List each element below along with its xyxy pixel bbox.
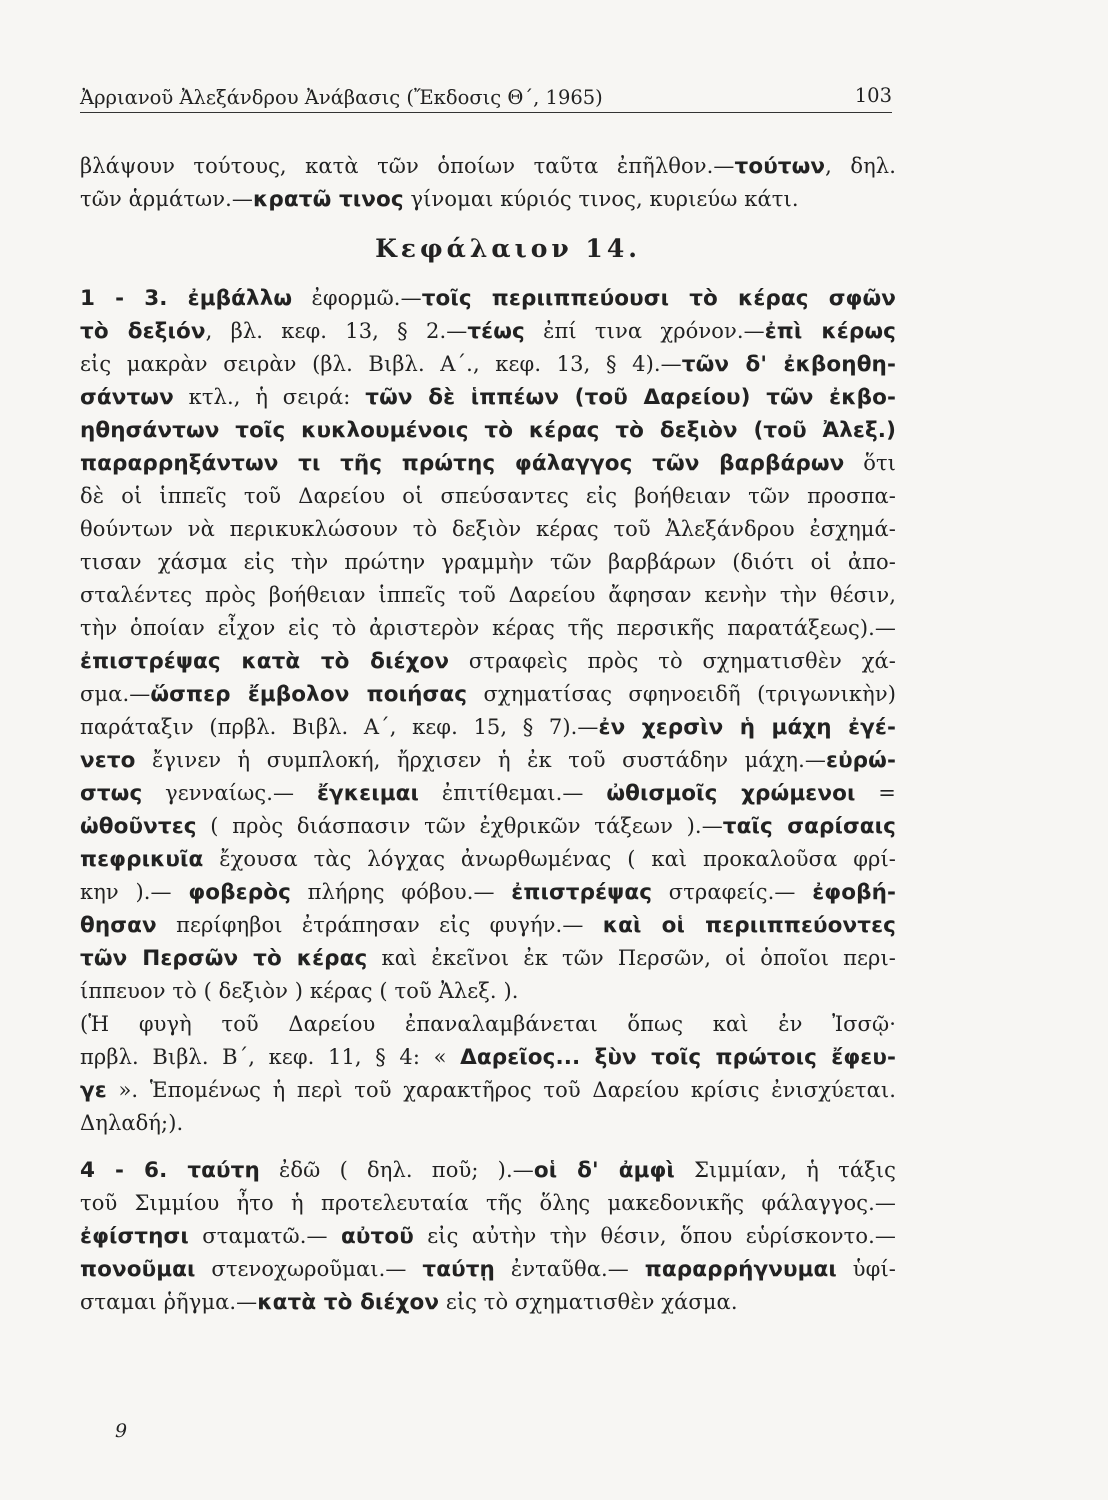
page-number: 103	[854, 84, 892, 107]
text-line: θούντων νὰ περικυκλώσουν τὸ δεξιὸν κέρας τοῦ Ἀλεξάνδρου ἐσχημά-	[80, 517, 896, 541]
text-line: βλάψουν τούτους, κατὰ τῶν ὁποίων ταῦτα ἐπῆλθον.—τούτων, δηλ.	[80, 154, 896, 179]
text-line: ἐπιστρέψας κατὰ τὸ διέχον στραφεὶς πρὸς τὸ σχηματισθὲν χά-	[80, 649, 896, 674]
text-block-1	[80, 150, 896, 216]
text-line: κην ).— φοβερὸς πλήρης φόβου.— ἐπιστρέψας στραφείς.— ἐφοβή-	[80, 880, 896, 905]
text-line: εἰς μακρὰν σειρὰν (βλ. Βιβλ. Α΄., κεφ. 13, § 4).—τῶν δ' ἐκβοηθη-	[80, 352, 896, 377]
chapter-heading: Κεφάλαιον 14.	[375, 234, 641, 263]
text-body	[80, 150, 896, 1319]
text-line: ίππευον τὸ ( δεξιὸν ) κέρας ( τοῦ Ἀλεξ. ).	[80, 979, 519, 1003]
text-line: ἐφίστησι σταματῶ.— αὐτοῦ εἰς αὐτὴν τὴν θέσιν, ὅπου εὑρίσκοντο.—	[80, 1224, 896, 1249]
text-line: 1 - 3. ἐμβάλλω ἐφορμῶ.—τοῖς περιιππεύουσι τὸ κέρας σφῶν	[80, 286, 896, 311]
text-line: πρβλ. Βιβλ. Β΄, κεφ. 11, § 4: « Δαρεῖος... ξὺν τοῖς πρώτοις ἔφευ-	[80, 1045, 896, 1070]
text-line: σταλέντες πρὸς βοήθειαν ἱππεῖς τοῦ Δαρείου ἄφησαν κενὴν τὴν θέσιν,	[80, 583, 896, 607]
text-line: 4 - 6. ταύτη ἐδῶ ( δηλ. ποῦ; ).—οἱ δ' ἀμφὶ Σιμμίαν, ἡ τάξις	[80, 1158, 896, 1183]
text-line: τὸ δεξιόν, βλ. κεφ. 13, § 2.—τέως ἐπί τινα χρόνον.—ἐπὶ κέρως	[80, 319, 896, 344]
text-line: τῶν ἁρμάτων.—κρατῶ τινος γίνομαι κύριός τινος, κυριεύω κάτι.	[80, 187, 799, 212]
text-line: ηθησάντων τοῖς κυκλουμένοις τὸ κέρας τὸ δεξιὸν (τοῦ Ἀλεξ.)	[80, 418, 896, 443]
text-line: ὠθοῦντες ( πρὸς διάσπασιν τῶν ἐχθρικῶν τάξεων ).—ταῖς σαρίσαις	[80, 814, 896, 839]
text-line: νετο ἔγινεν ἡ συμπλοκή, ἤρχισεν ἡ ἐκ τοῦ συστάδην μάχη.—εὐρώ-	[80, 748, 896, 773]
text-line: σάντων κτλ., ἡ σειρά: τῶν δὲ ἱππέων (τοῦ Δαρείου) τῶν ἐκβο-	[80, 385, 896, 410]
text-line: πονοῦμαι στενοχωροῦμαι.— ταύτῃ ἐνταῦθα.— παραρρήγνυμαι ὑφί-	[80, 1257, 896, 1282]
text-line: παραρρηξάντων τι τῆς πρώτης φάλαγγος τῶν βαρβάρων ὅτι	[80, 451, 896, 476]
text-line: (Ἡ φυγὴ τοῦ Δαρείου ἐπαναλαμβάνεται ὅπως καὶ ἐν Ἰσσῷ·	[80, 1012, 896, 1036]
text-line: θησαν περίφηβοι ἐτράπησαν εἰς φυγήν.— καὶ οἱ περιιππεύοντες	[80, 913, 896, 938]
text-line: τῶν Περσῶν τὸ κέρας καὶ ἐκεῖνοι ἐκ τῶν Περσῶν, οἱ ὁποῖοι περι-	[80, 946, 896, 971]
text-line: παράταξιν (πρβλ. Βιβλ. Α΄, κεφ. 15, § 7).—ἐν χερσὶν ἡ μάχη ἐγέ-	[80, 715, 896, 740]
text-block-2	[80, 282, 896, 1140]
running-title: Ἀρριανοῦ Ἀλεξάνδρου Ἀνάβασις (Ἔκδοσις Θ΄, 1965)	[80, 86, 603, 109]
text-line: τισαν χάσμα εἰς τὴν πρώτην γραμμὴν τῶν βαρβάρων (διότι οἱ ἀπο-	[80, 550, 896, 574]
text-line: στως γενναίως.— ἔγκειμαι ἐπιτίθεμαι.— ὠθισμοῖς χρώμενοι =	[80, 781, 896, 806]
text-line: τὴν ὁποίαν εἶχον εἰς τὸ ἀριστερὸν κέρας τῆς περσικῆς παρατάξεως).—	[80, 616, 896, 640]
text-line: σταμαι ῥῆγμα.—κατὰ τὸ διέχον εἰς τὸ σχηματισθὲν χάσμα.	[80, 1290, 738, 1315]
text-block-3	[80, 1154, 896, 1319]
text-line: δὲ οἱ ἱππεῖς τοῦ Δαρείου οἱ σπεύσαντες εἰς βοήθειαν τῶν προσπα-	[80, 484, 896, 508]
text-line: τοῦ Σιμμίου ἦτο ἡ προτελευταία τῆς ὅλης μακεδονικῆς φάλαγγος.—	[80, 1191, 896, 1215]
running-header	[80, 78, 892, 113]
text-line: Δηλαδή;).	[80, 1111, 184, 1135]
text-line: γε ». Ἑπομένως ἡ περὶ τοῦ χαρακτῆρος τοῦ Δαρείου κρίσις ἐνισχύεται.	[80, 1078, 896, 1103]
signature-mark: 9	[115, 1420, 128, 1442]
text-line: πεφρικυῖα ἔχουσα τὰς λόγχας ἀνωρθωμένας ( καὶ προκαλοῦσα φρί-	[80, 847, 896, 872]
text-line: σμα.—ὥσπερ ἔμβολον ποιήσας σχηματίσας σφηνοειδῆ (τριγωνικὴν)	[80, 682, 896, 707]
paragraph-gap	[80, 1140, 896, 1154]
